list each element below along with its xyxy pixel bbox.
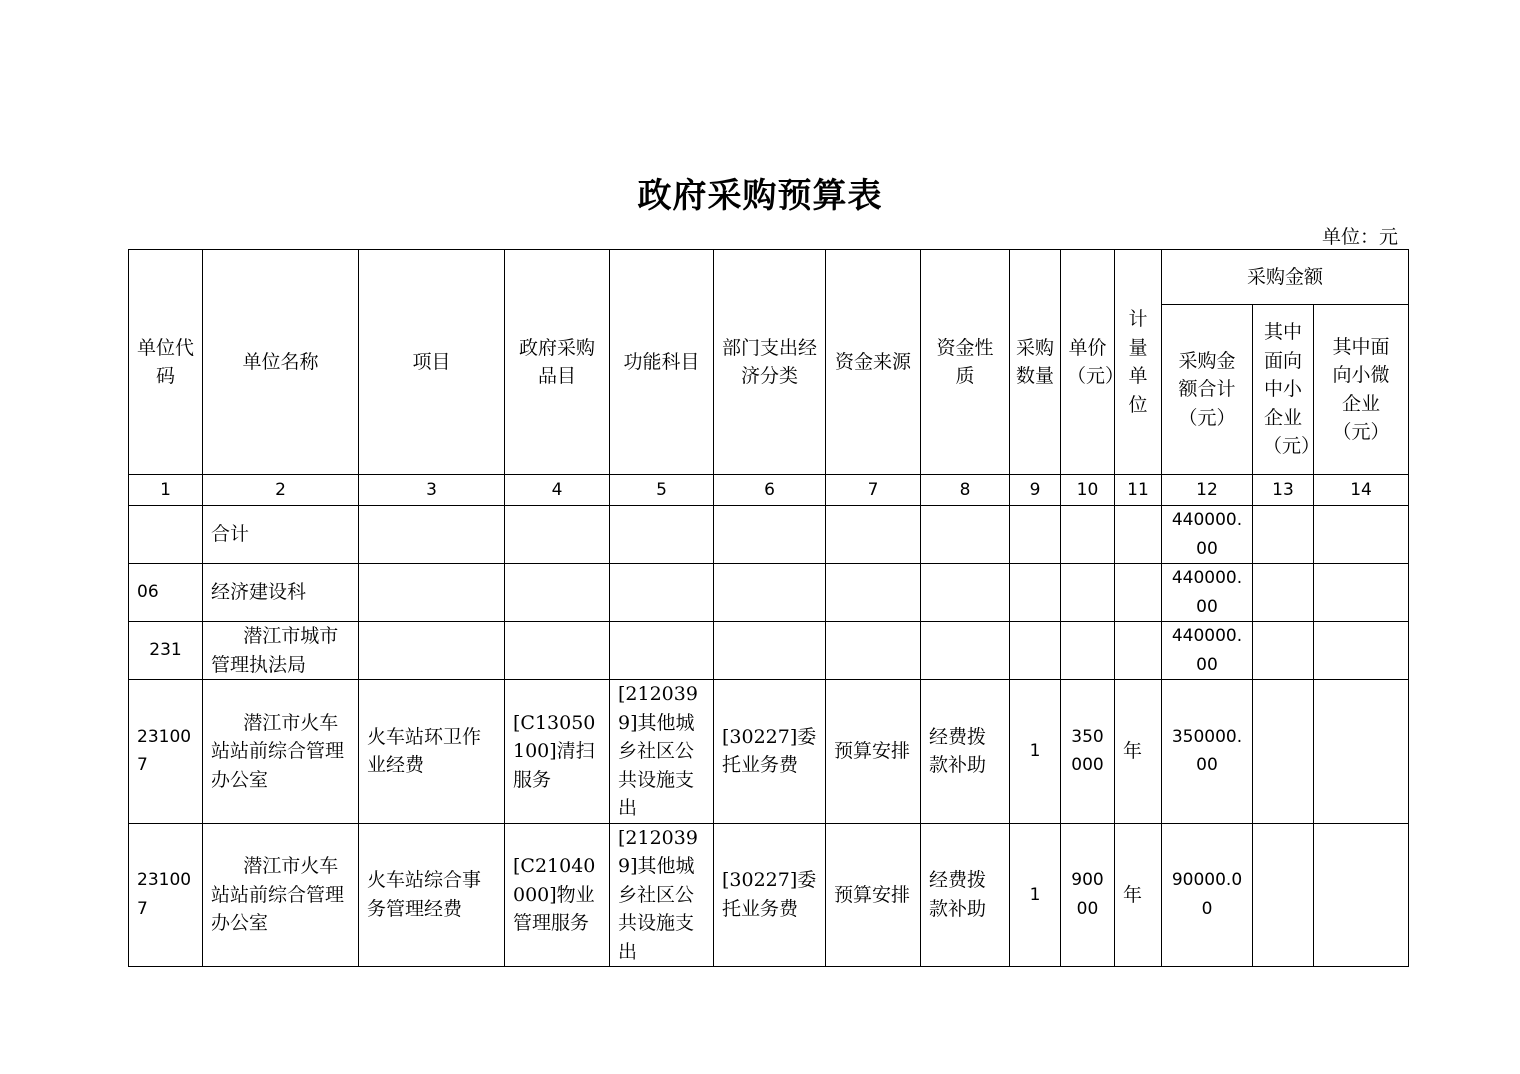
cell-source: [826, 506, 921, 564]
cell-measure: [1115, 622, 1162, 680]
col-number: 9: [1010, 475, 1061, 506]
cell-nature: [921, 622, 1010, 680]
cell-code: [129, 506, 203, 564]
header-fund-nature: 资金性质: [921, 250, 1010, 475]
cell-sme: [1253, 506, 1314, 564]
cell-project: 火车站环卫作业经费: [359, 680, 505, 824]
cell-econ: [714, 622, 826, 680]
cell-price: 350000: [1061, 680, 1115, 824]
table-row: [129, 564, 1409, 622]
header-amount-group: 采购金额: [1162, 250, 1409, 305]
cell-measure: 年: [1115, 680, 1162, 824]
header-unit-price: 单价（元）: [1061, 250, 1115, 475]
header-economic-class: 部门支出经济分类: [714, 250, 826, 475]
cell-total: 440000.00: [1162, 564, 1253, 622]
cell-micro: [1314, 680, 1409, 824]
cell-project: [359, 564, 505, 622]
cell-item: [505, 506, 610, 564]
cell-code: 231007: [129, 823, 203, 967]
cell-econ: [714, 506, 826, 564]
header-quantity: 采购数量: [1010, 250, 1061, 475]
cell-project: 火车站综合事务管理经费: [359, 823, 505, 967]
col-number: 8: [921, 475, 1010, 506]
page-title: 政府采购预算表: [637, 176, 883, 216]
cell-total: 90000.00: [1162, 823, 1253, 967]
cell-price: [1061, 506, 1115, 564]
cell-qty: [1010, 564, 1061, 622]
cell-item: [505, 564, 610, 622]
col-number: 6: [714, 475, 826, 506]
header-unit-name: 单位名称: [203, 250, 359, 475]
cell-sme: [1253, 564, 1314, 622]
col-number: 7: [826, 475, 921, 506]
col-number: 1: [129, 475, 203, 506]
table-row: [129, 823, 1409, 967]
cell-nature: 经费拨款补助: [921, 823, 1010, 967]
header-unit-code: 单位代码: [129, 250, 203, 475]
cell-function: [2120399]其他城乡社区公共设施支出: [610, 680, 714, 824]
table-row: [129, 506, 1409, 564]
cell-measure: [1115, 506, 1162, 564]
cell-micro: [1314, 823, 1409, 967]
col-number: 14: [1314, 475, 1409, 506]
header-amount-sme: 其中面向中小企业（元）: [1253, 305, 1314, 475]
col-number: 5: [610, 475, 714, 506]
col-number: 12: [1162, 475, 1253, 506]
cell-measure: [1115, 564, 1162, 622]
cell-name: 潜江市火车站站前综合管理办公室: [203, 823, 359, 967]
cell-qty: [1010, 506, 1061, 564]
cell-total: 350000.00: [1162, 680, 1253, 824]
cell-price: 90000: [1061, 823, 1115, 967]
col-number: 11: [1115, 475, 1162, 506]
cell-name: 经济建设科: [203, 564, 359, 622]
cell-micro: [1314, 564, 1409, 622]
cell-measure: 年: [1115, 823, 1162, 967]
cell-econ: [30227]委托业务费: [714, 680, 826, 824]
budget-table: [128, 249, 1409, 967]
cell-price: [1061, 564, 1115, 622]
header-amount-total: 采购金额合计（元）: [1162, 305, 1253, 475]
cell-price: [1061, 622, 1115, 680]
header-row: [129, 250, 1409, 305]
cell-function: [610, 506, 714, 564]
col-number: 10: [1061, 475, 1115, 506]
cell-item: [C21040000]物业管理服务: [505, 823, 610, 967]
cell-item: [C13050100]清扫服务: [505, 680, 610, 824]
cell-qty: 1: [1010, 680, 1061, 824]
cell-source: [826, 564, 921, 622]
cell-name: 合计: [203, 506, 359, 564]
cell-source: [826, 622, 921, 680]
cell-source: 预算安排: [826, 680, 921, 824]
cell-qty: 1: [1010, 823, 1061, 967]
cell-nature: 经费拨款补助: [921, 680, 1010, 824]
cell-qty: [1010, 622, 1061, 680]
cell-total: 440000.00: [1162, 506, 1253, 564]
cell-code: 231: [129, 622, 203, 680]
cell-sme: [1253, 622, 1314, 680]
cell-name: 潜江市城市管理执法局: [203, 622, 359, 680]
cell-econ: [30227]委托业务费: [714, 823, 826, 967]
header-amount-micro: 其中面向小微企业（元）: [1314, 305, 1409, 475]
table-row: [129, 622, 1409, 680]
cell-total: 440000.00: [1162, 622, 1253, 680]
header-measure-unit: 计量单位: [1115, 250, 1162, 475]
cell-nature: [921, 506, 1010, 564]
cell-name: 潜江市火车站站前综合管理办公室: [203, 680, 359, 824]
cell-nature: [921, 564, 1010, 622]
cell-sme: [1253, 680, 1314, 824]
cell-function: [2120399]其他城乡社区公共设施支出: [610, 823, 714, 967]
cell-project: [359, 622, 505, 680]
header-project: 项目: [359, 250, 505, 475]
header-function-subject: 功能科目: [610, 250, 714, 475]
col-number: 2: [203, 475, 359, 506]
col-number: 3: [359, 475, 505, 506]
header-fund-source: 资金来源: [826, 250, 921, 475]
cell-code: 06: [129, 564, 203, 622]
cell-micro: [1314, 622, 1409, 680]
cell-code: 231007: [129, 680, 203, 824]
cell-item: [505, 622, 610, 680]
cell-micro: [1314, 506, 1409, 564]
cell-sme: [1253, 823, 1314, 967]
col-number: 13: [1253, 475, 1314, 506]
cell-function: [610, 564, 714, 622]
cell-econ: [714, 564, 826, 622]
unit-label: 单位：元: [1321, 226, 1398, 248]
col-number: 4: [505, 475, 610, 506]
table-row: [129, 680, 1409, 824]
header-procurement-item: 政府采购品目: [505, 250, 610, 475]
cell-source: 预算安排: [826, 823, 921, 967]
cell-function: [610, 622, 714, 680]
column-number-row: [129, 475, 1409, 506]
cell-project: [359, 506, 505, 564]
